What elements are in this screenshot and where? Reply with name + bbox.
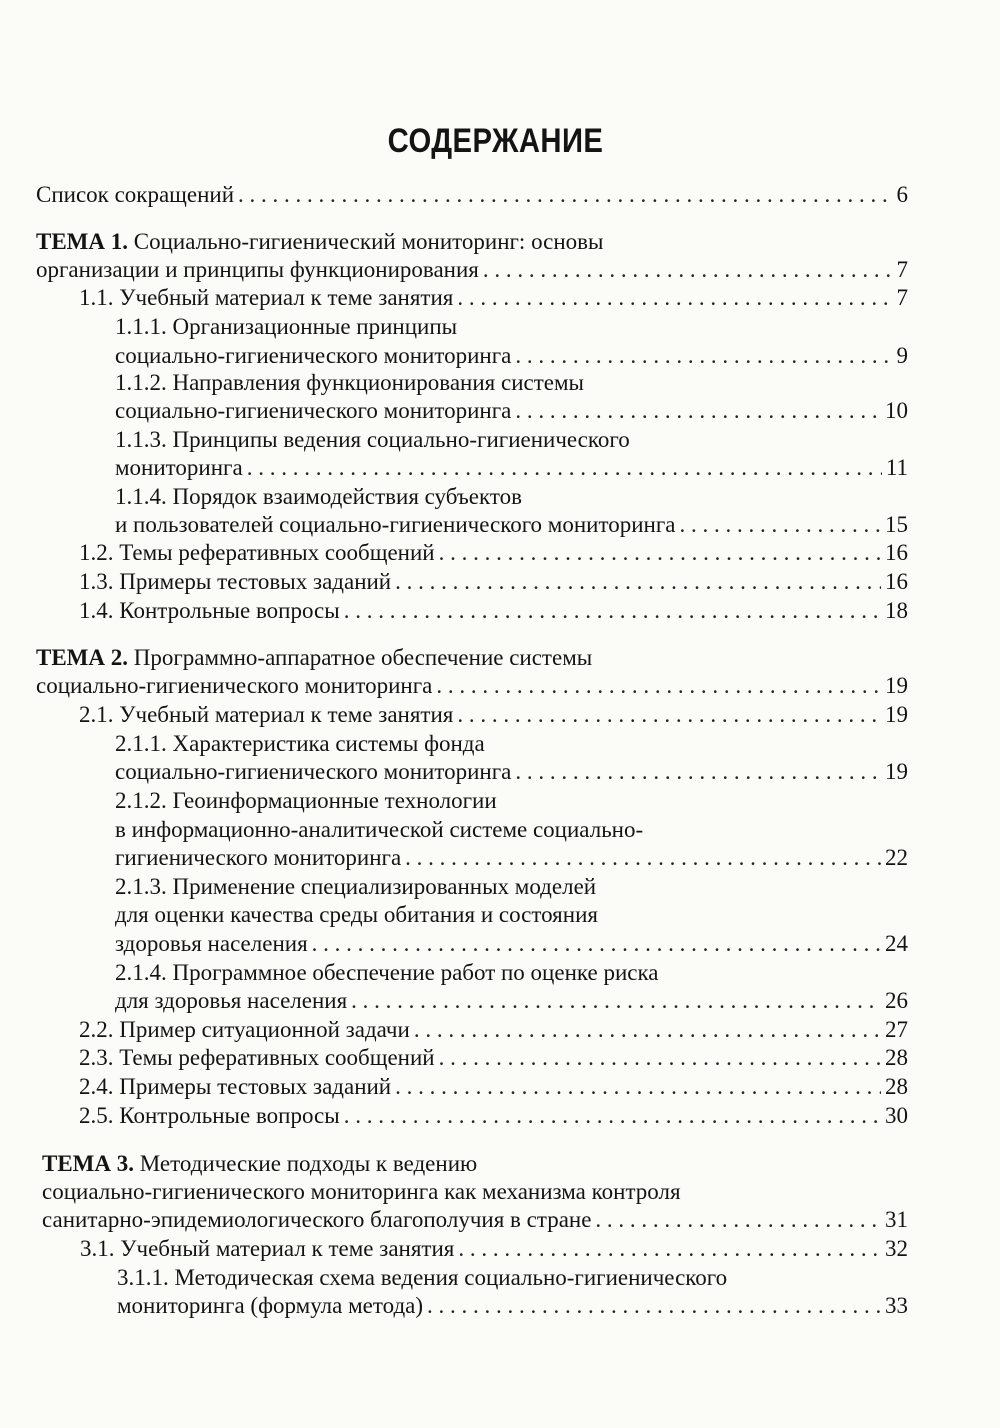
toc-entry: [115, 396, 908, 426]
toc-entry: [36, 671, 908, 701]
toc-entry-text: гигиенического мониторинга: [115, 845, 402, 870]
toc-entry-page: 7: [896, 257, 908, 282]
toc-entry-page: 19: [885, 759, 908, 784]
toc-entry-page: 30: [885, 1103, 908, 1128]
toc-entry-text: социально-гигиенического мониторинга: [115, 398, 512, 423]
toc-entry-page: 7: [896, 285, 908, 310]
page-title: СОДЕРЖАНИЕ: [387, 122, 604, 160]
toc-entry-page: 19: [885, 673, 908, 698]
toc-topic-heading: [42, 1149, 477, 1179]
toc-entry: [80, 1234, 908, 1264]
toc-entry-text: 2.1.1. Характеристика системы фонда: [115, 731, 485, 756]
toc-entry: [115, 510, 908, 540]
toc-entry-text: 1.1.2. Направления функционирования системы: [115, 370, 584, 395]
toc-entry-text: 1.3. Примеры тестовых заданий: [79, 569, 392, 594]
toc-entry-text: 1.1.1. Организационные принципы: [115, 314, 458, 339]
toc-entry-text: 1.1. Учебный материал к теме занятия: [79, 285, 454, 310]
toc-entry-page: 32: [885, 1236, 908, 1261]
toc-entry-text: 2.2. Пример ситуационной задачи: [79, 1017, 410, 1042]
toc-entry: [115, 341, 908, 371]
toc-entry: [36, 180, 908, 210]
toc-topic-heading: [36, 227, 603, 257]
toc-entry: [115, 929, 908, 959]
toc-entry-text: 2.5. Контрольные вопросы: [79, 1103, 340, 1128]
toc-entry-text: здоровья населения: [115, 931, 308, 956]
toc-entry-text: для оценки качества среды обитания и состояния: [115, 902, 598, 927]
toc-entry-text: 2.1.4. Программное обеспечение работ по оценке риска: [115, 960, 659, 985]
toc-entry-page: 28: [885, 1074, 908, 1099]
toc-entry-text: социально-гигиенического мониторинга как механизма контроля: [42, 1179, 681, 1204]
toc-entry-text: 1.4. Контрольные вопросы: [79, 598, 340, 623]
toc-entry-page: 16: [885, 569, 908, 594]
toc-entry: [79, 1072, 908, 1102]
toc-entry: [79, 538, 908, 568]
toc-entry-page: 27: [885, 1017, 908, 1042]
toc-entry-page: 22: [885, 845, 908, 870]
toc-entry-text: Социально-гигиенический мониторинг: основы: [128, 229, 604, 254]
toc-entry-text: организации и принципы функционирования: [36, 257, 479, 282]
toc-entry: [79, 1015, 908, 1045]
toc-entry-text: 2.4. Примеры тестовых заданий: [79, 1074, 392, 1099]
toc-entry: [36, 255, 908, 285]
toc-entry: [79, 596, 908, 626]
toc-entry-text: Методические подходы к ведению: [134, 1151, 478, 1176]
toc-entry: [117, 1291, 908, 1321]
toc-entry-text: для здоровья населения: [115, 988, 348, 1013]
toc-entry-page: 18: [885, 598, 908, 623]
toc-entry-page: 16: [885, 540, 908, 565]
toc-entry-text: Программно-аппаратное обеспечение системы: [128, 645, 593, 670]
toc-entry: [79, 567, 908, 597]
toc-entry-text: санитарно-эпидемиологического благополучия в стране: [42, 1207, 592, 1232]
toc-entry-text: 2.1. Учебный материал к теме занятия: [79, 702, 454, 727]
toc-entry-page: 11: [885, 455, 908, 480]
toc-entry-page: 31: [885, 1207, 908, 1232]
toc-entry-text: социально-гигиенического мониторинга: [115, 759, 512, 784]
toc-entry-page: 28: [885, 1045, 908, 1070]
toc-entry: [79, 1101, 908, 1131]
toc-entry-page: 26: [885, 988, 908, 1013]
toc-entry-text: мониторинга: [115, 455, 243, 480]
toc-entry-page: 9: [896, 343, 908, 368]
toc-entry-text: социально-гигиенического мониторинга: [36, 673, 433, 698]
toc-entry-page: 10: [885, 398, 908, 423]
toc-entry-page: 15: [885, 512, 908, 537]
toc-entry-page: 33: [885, 1293, 908, 1318]
toc-entry-text: мониторинга (формула метода): [117, 1293, 424, 1318]
toc-entry: [115, 757, 908, 787]
toc-entry: [79, 700, 908, 730]
toc-entry-page: 24: [885, 931, 908, 956]
toc-entry-text: Список сокращений: [36, 182, 235, 207]
toc-entry-text: 2.1.2. Геоинформационные технологии: [115, 788, 497, 813]
toc-entry-text: 2.1.3. Применение специализированных моделей: [115, 874, 597, 899]
toc-entry-page: 19: [885, 702, 908, 727]
toc-entry-text: 2.3. Темы реферативных сообщений: [79, 1045, 435, 1070]
toc-entry: [79, 283, 908, 313]
toc-entry: [115, 843, 908, 873]
toc-entry: [115, 453, 908, 483]
toc-entry-text: социально-гигиенического мониторинга: [115, 343, 512, 368]
toc-entry-text: 1.1.3. Принципы ведения социально-гигиенического: [115, 427, 630, 452]
toc-topic-heading: [36, 643, 592, 673]
topic-label: ТЕМА 2.: [36, 645, 128, 670]
toc-entry-page: 6: [896, 182, 908, 207]
toc-entry-text: и пользователей социально-гигиенического мониторинга: [115, 512, 676, 537]
toc-entry-text: в информационно-аналитической системе социально-: [115, 817, 644, 842]
toc-entry-text: 3.1. Учебный материал к теме занятия: [80, 1236, 455, 1261]
toc-entry: [115, 986, 908, 1016]
topic-label: ТЕМА 1.: [36, 229, 128, 254]
toc-entry: [42, 1205, 908, 1235]
topic-label: ТЕМА 3.: [42, 1151, 134, 1176]
toc-entry-text: 3.1.1. Методическая схема ведения социально-гигиенического: [117, 1265, 728, 1290]
toc-entry-text: 1.2. Темы реферативных сообщений: [79, 540, 435, 565]
toc-entry-text: 1.1.4. Порядок взаимодействия субъектов: [115, 484, 522, 509]
toc-entry: [79, 1043, 908, 1073]
